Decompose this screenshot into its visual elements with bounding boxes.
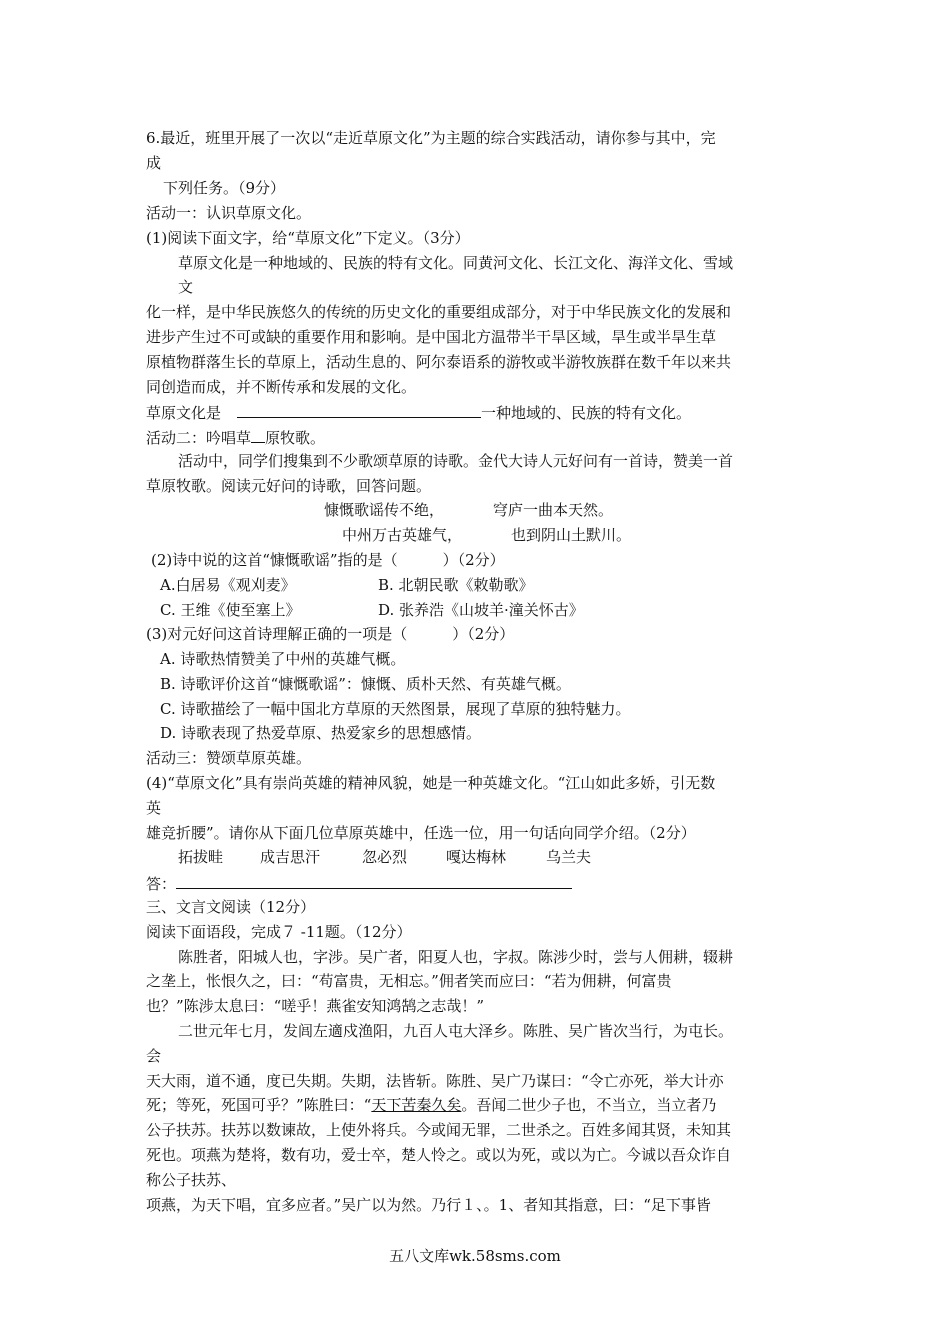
activity2-para2: 草原牧歌。阅读元好问的诗歌，回答问题。 <box>146 477 432 495</box>
classical-text-line9: 死也。项燕为楚将，数有功，爱士卒，楚人怜之。或以为死，或以为亡。今诚以吾众诈自 <box>146 1146 732 1164</box>
hero-2: 成吉思汗 <box>260 848 321 866</box>
answer-label: 答： <box>146 875 177 893</box>
underlined-sentence: 天下苦秦久矣 <box>371 1096 462 1114</box>
classical-text-line7 <box>146 1095 716 1115</box>
q3-option-c[interactable]: C. 诗歌描绘了一幅中国北方草原的天然图景，展现了草原的独特魅力。 <box>160 700 631 718</box>
definition-prefix: 草原文化是 <box>146 404 222 422</box>
activity1-title: 活动一：认识草原文化。 <box>146 204 312 222</box>
passage1-line5: 原植物群落生长的草原上，活动生息的、阿尔泰语系的游牧或半游牧族群在数千年以来共 <box>146 353 732 371</box>
poem-line2b: 也到阴山土默川。 <box>511 526 632 544</box>
section3-title: 三、文言文阅读（12分） <box>146 898 316 916</box>
passage1-line6: 同创造而成，并不断传承和发展的文化。 <box>146 378 417 396</box>
passage1-line4: 进步产生过不可或缺的重要作用和影响。是中国北方温带半干旱区域，旱生或半旱生草 <box>146 328 717 346</box>
hero-4: 嘎达梅林 <box>446 848 507 866</box>
classical-text-line1: 陈胜者，阳城人也，字涉。吴广者，阳夏人也，字叔。陈涉少时，尝与人佣耕，辍耕 <box>178 948 734 966</box>
hero-5: 乌兰夫 <box>546 848 592 866</box>
classical-text-line3: 也？”陈涉太息曰：“嗟乎！燕雀安知鸿鹄之志哉！” <box>146 997 485 1015</box>
q1-prompt: (1)阅读下面文字，给“草原文化”下定义。（3分） <box>146 229 470 247</box>
q2-option-b[interactable]: B. 北朝民歌《敕勒歌》 <box>378 576 534 594</box>
classical-text-line5: 会 <box>146 1047 162 1065</box>
q3-option-d[interactable]: D. 诗歌表现了热爱草原、热爱家乡的思想感情。 <box>160 724 482 742</box>
q6-line2: 成 <box>146 154 162 172</box>
classical-text-line4: 二世元年七月，发闾左適戍渔阳，九百人屯大泽乡。陈胜、吴广皆次当行，为屯长。 <box>178 1022 734 1040</box>
q2-prompt: (2)诗中说的这首“慷慨歌谣”指的是（ ）（2分） <box>151 551 505 569</box>
q6-line1: 6.最近，班里开展了一次以“走近草原文化”为主题的综合实践活动，请你参与其中，完 <box>146 129 716 147</box>
passage1-line1: 草原文化是一种地域的、民族的特有文化。同黄河文化、长江文化、海洋文化、雪域 <box>178 254 734 272</box>
q6-line3: 下列任务。（9分） <box>163 179 286 197</box>
classical-text-line7b: 。吾闻二世少子也，不当立，当立者乃 <box>461 1096 717 1114</box>
definition-line <box>146 401 691 423</box>
activity2-title <box>146 426 325 448</box>
activity2-title-a: 活动二：吟唱草 <box>146 429 252 447</box>
definition-suffix: 一种地域的、民族的特有文化。 <box>481 404 692 422</box>
poem-line1a: 慷慨歌谣传不绝， <box>324 501 445 519</box>
hero-3: 忽必烈 <box>362 848 408 866</box>
q3-option-b[interactable]: B. 诗歌评价这首“慷慨歌谣”：慷慨、质朴天然、有英雄气概。 <box>160 675 571 693</box>
q4-line2: 英 <box>146 799 162 817</box>
q3-option-a[interactable]: A. 诗歌热情赞美了中州的英雄气概。 <box>160 650 406 668</box>
q2-option-c[interactable]: C. 王维《使至塞上》 <box>160 601 301 619</box>
activity3-title: 活动三：赞颂草原英雄。 <box>146 749 312 767</box>
classical-text-line11: 项燕，为天下唱，宜多应者。”吴广以为然。乃行１、。1、者知其指意，曰：“足下事皆 <box>146 1196 711 1214</box>
section3-intro: 阅读下面语段，完成７ -11题。（12分） <box>146 923 412 941</box>
activity2-para1: 活动中，同学们搜集到不少歌颂草原的诗歌。金代大诗人元好问有一首诗，赞美一首 <box>178 452 734 470</box>
q3-prompt: (3)对元好问这首诗理解正确的一项是（ ）（2分） <box>146 625 515 643</box>
poem-line1b: 穹庐一曲本天然。 <box>493 501 614 519</box>
answer-blank[interactable] <box>176 872 572 889</box>
answer-line <box>146 872 572 894</box>
classical-text-line7a: 死；等死，死国可乎？”陈胜曰：“ <box>146 1096 372 1114</box>
passage1-line3: 化一样，是中华民族悠久的传统的历史文化的重要组成部分，对于中华民族文化的发展和 <box>146 303 732 321</box>
q4-line3: 雄竞折腰”。请你从下面几位草原英雄中，任选一位，用一句话向同学介绍。（2分） <box>146 824 696 842</box>
q2-option-a[interactable]: A.白居易《观刈麦》 <box>160 576 296 594</box>
q2-option-d[interactable]: D. 张养浩《山坡羊·潼关怀古》 <box>378 601 584 619</box>
page-footer: 五八文库wk.58sms.com <box>389 1247 561 1265</box>
classical-text-line6: 天大雨，道不通，度已失期。失期，法皆斩。陈胜、吴广乃谋曰：“令亡亦死，举大计亦 <box>146 1072 724 1090</box>
hero-1: 拓拔畦 <box>178 848 224 866</box>
passage1-line2: 文 <box>178 278 194 296</box>
q4-line1: (4)“草原文化”具有崇尚英雄的精神风貌，她是一种英雄文化。“江山如此多娇，引无数 <box>146 774 716 792</box>
activity2-title-b: 原牧歌。 <box>265 429 326 447</box>
poem-line2a: 中州万古英雄气， <box>342 526 463 544</box>
activity2-blank <box>251 426 265 443</box>
classical-text-line2: 之垄上，怅恨久之，曰：“苟富贵，无相忘。”佣者笑而应曰：“若为佣耕，何富贵 <box>146 972 672 990</box>
classical-text-line10: 称公子扶苏、 <box>146 1171 237 1189</box>
classical-text-line8: 公子扶苏。扶苏以数谏故，上使外将兵。今或闻无罪，二世杀之。百姓多闻其贤，未知其 <box>146 1121 732 1139</box>
definition-blank[interactable] <box>237 401 481 418</box>
